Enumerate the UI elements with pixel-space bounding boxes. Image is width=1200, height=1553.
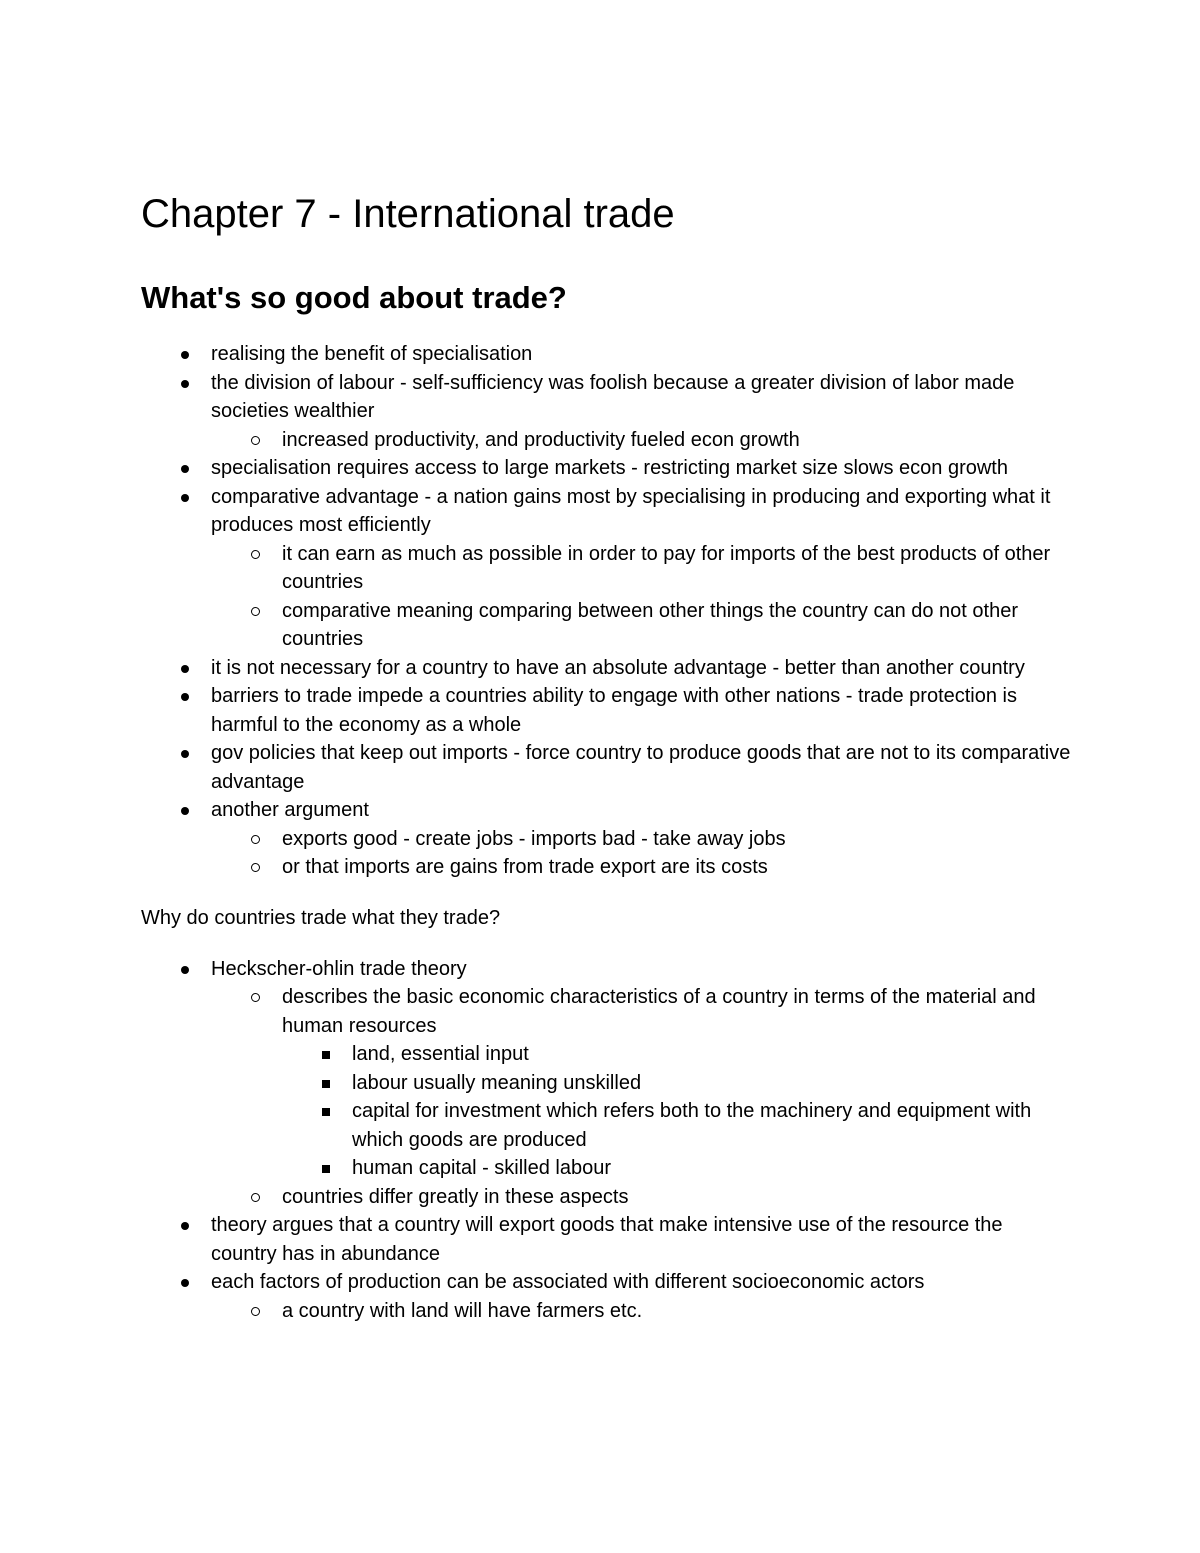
list-item [141, 340, 1071, 369]
list-item [141, 597, 1071, 654]
bullet-list-trade-benefits [141, 340, 1071, 882]
list-item [141, 1097, 1071, 1154]
list-item-text: labour usually meaning unskilled [352, 1071, 642, 1094]
filled-circle-bullet-icon [181, 1279, 189, 1287]
list-item-text: increased productivity, and productivity fueled econ growth [282, 428, 800, 451]
hollow-circle-bullet-icon [251, 550, 260, 559]
list-item [141, 682, 1071, 739]
bullet-list-trade-theory [141, 955, 1071, 1326]
list-item-text: another argument [211, 799, 369, 821]
list-item [141, 1211, 1071, 1268]
list-item [141, 1154, 1071, 1183]
list-item-text: land, essential input [352, 1043, 529, 1065]
filled-circle-bullet-icon [181, 465, 189, 473]
hollow-circle-bullet-icon [251, 607, 260, 616]
list-item [141, 426, 1071, 455]
hollow-circle-bullet-icon [251, 835, 260, 844]
square-bullet-icon [322, 1080, 330, 1088]
hollow-circle-bullet-icon [251, 1193, 260, 1202]
list-item-text: realising the benefit of specialisation [211, 343, 533, 365]
list-item [141, 1297, 1071, 1326]
list-item [141, 739, 1071, 796]
list-item-text: gov policies that keep out imports - force country to produce goods that are not to its comparative advantage [211, 742, 1071, 793]
filled-circle-bullet-icon [181, 966, 189, 974]
list-item-text: capital for investment which refers both to the machinery and equipment with which goods are produced [352, 1100, 1032, 1151]
document-page [141, 190, 1071, 1325]
body-paragraph: Why do countries trade what they trade? [141, 906, 501, 929]
list-item [141, 454, 1071, 483]
list-item-text: each factors of production can be associated with different socioeconomic actors [211, 1271, 925, 1293]
square-bullet-icon [322, 1165, 330, 1173]
hollow-circle-bullet-icon [251, 1307, 260, 1316]
list-item-text: theory argues that a country will export goods that make intensive use of the resource the country has in abundance [211, 1214, 1003, 1265]
list-item [141, 654, 1071, 683]
list-item [141, 1268, 1071, 1297]
list-item [141, 825, 1071, 854]
filled-circle-bullet-icon [181, 1222, 189, 1230]
hollow-circle-bullet-icon [251, 436, 260, 445]
list-item [141, 483, 1071, 540]
filled-circle-bullet-icon [181, 380, 189, 388]
list-item [141, 540, 1071, 597]
list-item [141, 1040, 1071, 1069]
list-item-text: countries differ greatly in these aspects [282, 1185, 629, 1208]
list-item-text: it is not necessary for a country to have an absolute advantage - better than another country [211, 656, 1025, 679]
list-item [141, 853, 1071, 882]
filled-circle-bullet-icon [181, 665, 189, 673]
list-item-text: barriers to trade impede a countries ability to engage with other nations - trade protection is harmful to the economy as a whole [211, 685, 1017, 736]
list-item [141, 1069, 1071, 1098]
filled-circle-bullet-icon [181, 494, 189, 502]
list-item [141, 955, 1071, 984]
list-item [141, 796, 1071, 825]
filled-circle-bullet-icon [181, 351, 189, 359]
list-item [141, 1183, 1071, 1212]
filled-circle-bullet-icon [181, 750, 189, 758]
list-item-text: it can earn as much as possible in order to pay for imports of the best products of other countries [282, 542, 1051, 593]
list-item-text: comparative advantage - a nation gains most by specialising in producing and exporting what it produces most efficiently [211, 485, 1051, 536]
list-item-text: Heckscher-ohlin trade theory [211, 957, 467, 980]
square-bullet-icon [322, 1108, 330, 1116]
filled-circle-bullet-icon [181, 693, 189, 701]
list-item-text: describes the basic economic characteristics of a country in terms of the material and human resources [282, 986, 1036, 1037]
hollow-circle-bullet-icon [251, 993, 260, 1002]
list-item-text: specialisation requires access to large markets - restricting market size slows econ growth [211, 457, 1008, 479]
list-item-text: a country with land will have farmers etc. [282, 1299, 643, 1322]
list-item-text: human capital - skilled labour [352, 1157, 612, 1179]
hollow-circle-bullet-icon [251, 863, 260, 872]
square-bullet-icon [322, 1051, 330, 1059]
list-item [141, 983, 1071, 1040]
list-item-text: or that imports are gains from trade export are its costs [282, 856, 768, 878]
page-title: Chapter 7 - International trade [141, 192, 675, 236]
list-item-text: comparative meaning comparing between other things the country can do not other countries [282, 599, 1018, 650]
list-item-text: the division of labour - self-sufficiency was foolish because a greater division of labor made societies wealthier [211, 371, 1015, 422]
section-heading: What's so good about trade? [141, 280, 567, 315]
list-item [141, 369, 1071, 426]
list-item-text: exports good - create jobs - imports bad - take away jobs [282, 827, 786, 850]
filled-circle-bullet-icon [181, 807, 189, 815]
